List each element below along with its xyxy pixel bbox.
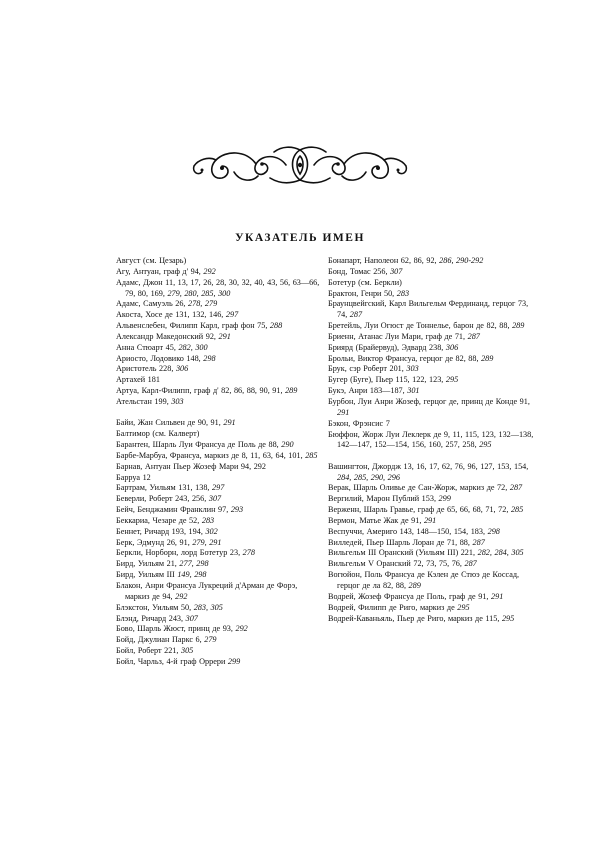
index-entry	[116, 386, 322, 397]
index-entry-pages-italic: 295	[457, 602, 470, 612]
index-entry	[328, 343, 534, 354]
index-entry-pages-italic: 279	[204, 635, 217, 645]
index-entry	[116, 278, 322, 300]
index-entry-text: Аристотель 228,	[116, 364, 176, 374]
index-entry-text: Вермон, Матье Жак де 91,	[328, 515, 424, 525]
index-entry	[116, 548, 322, 559]
index-entry-text: Барбе-Марбуа, Франсуа, маркиз де 8, 11, 63, 64, 101,	[116, 450, 306, 460]
index-entry-pages-italic: 303	[406, 364, 419, 374]
index-entry	[116, 646, 322, 657]
index-entry-pages-italic: 305	[180, 646, 194, 656]
index-entry	[328, 289, 534, 300]
index-entry-pages-italic: 291	[223, 418, 236, 428]
index-entry-text: Брактон, Генри 50,	[328, 288, 397, 298]
index-entry-text: Брук, сэр Роберт 201,	[328, 364, 407, 374]
index-entry-pages-italic: 279, 291	[192, 537, 222, 547]
index-entry-text: Блэнд, Ричард 243,	[116, 613, 186, 623]
index-entry-text: Бирд, Уильям 21,	[116, 559, 180, 569]
index-entry	[116, 321, 322, 332]
index-entry-pages-italic: 292	[235, 624, 248, 634]
index-entry-text: Барруа 12	[116, 472, 151, 482]
index-entry-text: Ариосто, Лодовико 148,	[116, 353, 204, 363]
index-entry	[116, 354, 322, 365]
index-entry-text: Веспуччи, Америго 143, 148—150, 154, 183,	[328, 526, 488, 536]
index-entry	[328, 386, 534, 397]
index-entry-pages-italic: 298	[487, 526, 500, 536]
index-entry-text: Брольи, Виктор Франсуа, герцог де 82, 88,	[328, 353, 482, 363]
index-entry-pages-italic: 302	[205, 526, 218, 536]
index-entry	[328, 256, 534, 267]
index-entry-text: Водрей, Жозеф Франсуа де Поль, граф де 91,	[328, 591, 492, 601]
index-entry	[116, 614, 322, 625]
index-column-right	[328, 256, 534, 624]
index-entry-text: Бейч, Бенджамин Франклин 97,	[116, 505, 231, 515]
index-entry-text: Барантен, Шарль Луи Франсуа де Поль де 88,	[116, 440, 282, 449]
index-entry-pages-italic: 149, 298	[177, 570, 207, 580]
index-entry-pages-italic: 282, 300	[178, 342, 208, 352]
index-entry-pages-italic: 287	[464, 559, 477, 569]
section-gap	[116, 408, 322, 419]
index-entry-text: Бойл, Чарльз, 4-й граф Оррери	[116, 656, 228, 666]
index-entry	[116, 267, 322, 278]
index-entry	[328, 483, 534, 494]
index-column-left	[116, 256, 322, 668]
index-entry-text: Беккариа, Чезаре де 52,	[116, 515, 202, 525]
index-entry-text: Букэ, Анри 183—187,	[328, 386, 408, 396]
index-entry-text: Бугер (Буге), Пьер 115, 122, 123,	[328, 375, 446, 385]
index-entry-text: Бриенн, Атанас Луи Мари, граф де 71,	[328, 331, 468, 341]
index-entry-text: Вашингтон, Джордж 13, 16, 17, 62, 76, 96, 127, 153, 154,	[328, 461, 529, 471]
index-entry-text: Ательстан 199,	[116, 396, 172, 406]
index-entry	[116, 440, 322, 451]
index-entry-pages-italic: 289	[481, 353, 494, 363]
index-entry-pages-italic: 295	[445, 375, 459, 385]
index-entry-pages-italic: 287	[472, 537, 485, 547]
index-entry-pages-italic: 291	[337, 407, 350, 417]
index-entry-text: Браунцвейгский, Карл Вильгельм Фердинанд, герцог 73, 74,	[328, 299, 529, 320]
index-entry-pages-italic: 283	[201, 515, 215, 525]
index-entry	[328, 505, 534, 516]
index-entry-text: Анна Стюарт 45,	[116, 342, 179, 352]
index-entry	[328, 538, 534, 549]
index-entry-pages-italic: 277, 298	[179, 559, 209, 569]
index-entry-text: Беннет, Ричард 193, 194,	[116, 526, 206, 536]
index-entry-pages-italic: 291	[423, 515, 437, 525]
index-entry	[116, 505, 322, 516]
index-entry-pages-italic: 282, 284, 305	[477, 548, 524, 558]
index-entry-pages-italic: 291	[491, 591, 504, 601]
index-entry	[328, 603, 534, 614]
index-entry-pages-italic: 307	[185, 613, 198, 623]
index-entry	[328, 278, 534, 289]
index-entry-text: Акоста, Хосе де 131, 132, 146,	[116, 310, 226, 320]
index-entry	[116, 375, 322, 386]
index-entry	[328, 494, 534, 505]
index-entry	[116, 418, 322, 429]
index-entry	[328, 321, 534, 332]
index-entry-pages-italic: 278	[242, 548, 255, 558]
index-entry-text: Блэкстон, Уильям 50,	[116, 602, 194, 612]
index-entry	[116, 603, 322, 614]
index-entry-pages-italic: 295	[501, 613, 515, 623]
index-entry	[328, 419, 534, 430]
index-entry-pages-italic: 297	[225, 310, 239, 320]
index-entry	[328, 548, 534, 559]
index-entry	[116, 559, 322, 570]
index-entry-text: Вильгельм V Оранский 72, 73, 75, 76,	[328, 559, 465, 569]
index-entry	[116, 538, 322, 549]
index-entry-text: Балтимор (см. Калверт)	[116, 429, 200, 439]
index-entry-text: Альвенслебен, Филипп Карл, граф фон 75,	[116, 321, 270, 331]
index-entry-pages-italic: 303	[171, 396, 184, 406]
index-entry-text: Верак, Шарль Оливье де Сан-Жорж, маркиз де 72,	[328, 483, 510, 493]
index-entry	[328, 397, 534, 419]
index-entry	[116, 343, 322, 354]
index-entry	[116, 332, 322, 343]
index-entry	[328, 299, 534, 321]
index-entry-pages-italic: 279, 280, 285, 300	[167, 288, 231, 298]
index-entry	[328, 462, 534, 484]
page-title: УКАЗАТЕЛЬ ИМЕН	[235, 232, 365, 244]
index-entry	[116, 397, 322, 408]
index-entry-pages-italic: 285	[510, 505, 524, 515]
index-entry-pages-italic: 297	[212, 483, 225, 493]
index-entry-text: Байи, Жан Сильвен де 90, 91,	[116, 418, 224, 428]
index-entry-text: Барнав, Антуан Пьер Жозеф Мари 94, 292	[116, 461, 266, 471]
index-entry-text: Верженн, Шарль Гравье, граф де 65, 66, 68, 71, 72,	[328, 505, 511, 515]
index-entry-pages-italic: 289	[512, 321, 525, 331]
index-entry-pages-italic: 283	[396, 288, 410, 298]
index-entry	[116, 473, 322, 484]
index-entry-text: Бриярд (Брайервуд), Эдвард 238,	[328, 342, 446, 352]
index-entry	[328, 527, 534, 538]
index-entry-text: Бонапарт, Наполеон 62, 86, 92,	[328, 256, 440, 265]
index-entry-pages-italic: 289	[285, 386, 298, 396]
index-entry-text: Артуа, Карл-Филипп, граф д' 82, 86, 88, 90, 91,	[116, 386, 286, 396]
index-entry	[116, 624, 322, 635]
index-entry-text: Бойд, Джулиан Паркс 6,	[116, 635, 205, 645]
index-entry-text: Беркли, Норборн, лорд Ботетур 23,	[116, 548, 243, 558]
index-entry	[328, 592, 534, 603]
ornament-flourish-icon	[190, 142, 410, 188]
index-entry-pages-italic: 290	[281, 440, 294, 449]
index-entry-text: Бирд, Уильям III	[116, 570, 178, 580]
index-entry-text: Блакон, Анри Франсуа Лукреций д'Арман де Форэ, маркиз де 94,	[116, 580, 298, 601]
index-entry	[116, 657, 322, 668]
index-entry	[328, 267, 534, 278]
index-entry	[328, 430, 534, 452]
decorative-ornament	[190, 142, 410, 188]
index-entry-pages-italic: 293	[230, 505, 244, 515]
index-entry	[328, 559, 534, 570]
index-entry-text: Вогюйон, Поль Франсуа де Кэлен де Стюэ де Коссад, герцог де ла 82, 88,	[328, 570, 520, 590]
index-entry-text: Агу, Антуан, граф д' 94,	[116, 266, 204, 276]
index-entry-pages-italic: 291	[218, 331, 231, 341]
index-entry-pages-italic: 284, 285, 290, 296	[337, 472, 400, 482]
index-entry-pages-italic: 307	[390, 266, 403, 276]
index-entry	[116, 451, 322, 462]
index-entry-pages-italic: 288	[269, 321, 283, 331]
index-entry-pages-italic: 306	[175, 364, 189, 374]
index-entry-text: Адамс, Самуэль 26,	[116, 299, 189, 309]
index-entry-text: Август (см. Цезарь)	[116, 256, 187, 265]
index-entry-pages-italic: 292	[203, 266, 216, 276]
index-entry-text: Бурбон, Луи Анри Жозеф, герцог де, принц де Конде 91,	[328, 396, 530, 406]
index-entry-pages-italic: 299	[227, 656, 241, 666]
index-entry-text: Александр Македонский 92,	[116, 331, 219, 341]
index-entry	[116, 256, 322, 267]
index-entry	[328, 570, 534, 592]
index-entry	[116, 635, 322, 646]
index-entry-text: Берк, Эдмунд 26, 91,	[116, 537, 193, 547]
index-entry	[328, 375, 534, 386]
index-entry-pages-italic: 298	[203, 353, 216, 363]
index-entry	[116, 494, 322, 505]
index-entry-pages-italic: 285	[305, 450, 318, 460]
index-entry	[116, 527, 322, 538]
index-entry	[116, 462, 322, 473]
index-entry-text: Бартрам, Уильям 131, 138,	[116, 483, 213, 493]
index-entry-pages-italic: 292	[175, 591, 188, 601]
index-entry	[116, 581, 322, 603]
index-entry	[328, 332, 534, 343]
index-entry-text: Бретейль, Луи Огюст де Тоннелье, барон де 82, 88,	[328, 321, 513, 331]
index-entry	[328, 364, 534, 375]
index-entry-pages-italic: 295	[479, 440, 492, 450]
index-entry-pages-italic: 289	[408, 580, 421, 590]
section-gap	[328, 451, 534, 462]
index-entry-pages-italic: 301	[407, 386, 420, 396]
index-entry-text: Артахей 181	[116, 375, 160, 385]
index-entry	[116, 310, 322, 321]
index-entry-pages-italic: 307	[208, 494, 222, 504]
index-entry-pages-italic: 286, 290-292	[439, 256, 484, 265]
index-entry-text: Бонд, Томас 256,	[328, 266, 391, 276]
index-entry	[116, 483, 322, 494]
index-entry-text: Бэкон, Фрэнсис 7	[328, 418, 390, 428]
index-entry	[328, 614, 534, 625]
index-entry-text: Бойл, Роберт 221,	[116, 646, 181, 656]
index-entry-text: Бюффон, Жорж Луи Леклерк де 9, 11, 115, 123, 132—138, 142—147, 152—154, 156, 160, 257, 258,	[328, 429, 534, 450]
index-entry-text: Адамс, Джон 11, 13, 17, 26, 28, 30, 32, 40, 43, 56, 63—66, 79, 80, 169,	[116, 277, 320, 298]
index-entry	[116, 516, 322, 527]
index-entry-pages-italic: 278, 279	[188, 299, 218, 309]
index-entry-text: Бово, Шарль Жюст, принц де 93,	[116, 624, 236, 634]
index-entry	[116, 429, 322, 440]
index-entry-text: Беверли, Роберт 243, 256,	[116, 494, 209, 504]
index-entry-text: Вергилий, Марон Публий 153,	[328, 494, 439, 504]
index-entry-pages-italic: 287	[509, 483, 523, 493]
index-entry-pages-italic: 287	[349, 310, 363, 320]
index-entry-text: Вильгельм III Оранский (Уильям III) 221,	[328, 548, 478, 558]
index-entry-text: Вилледей, Пьер Шарль Лоран де 71, 88,	[328, 537, 473, 547]
index-entry-text: Водрей-Каваньяль, Пьер де Риго, маркиз де 115,	[328, 613, 502, 623]
index-entry-pages-italic: 283, 305	[193, 602, 223, 612]
index-entry-text: Ботетур (см. Беркли)	[328, 277, 402, 287]
index-entry-pages-italic: 306	[445, 342, 459, 352]
index-entry-pages-italic: 299	[438, 494, 451, 504]
index-entry-text: Водрей, Филипп де Риго, маркиз де	[328, 602, 458, 612]
index-entry	[116, 570, 322, 581]
index-entry	[328, 516, 534, 527]
index-entry-pages-italic: 287	[467, 331, 480, 341]
index-entry	[116, 364, 322, 375]
index-entry	[328, 354, 534, 365]
index-entry	[116, 299, 322, 310]
